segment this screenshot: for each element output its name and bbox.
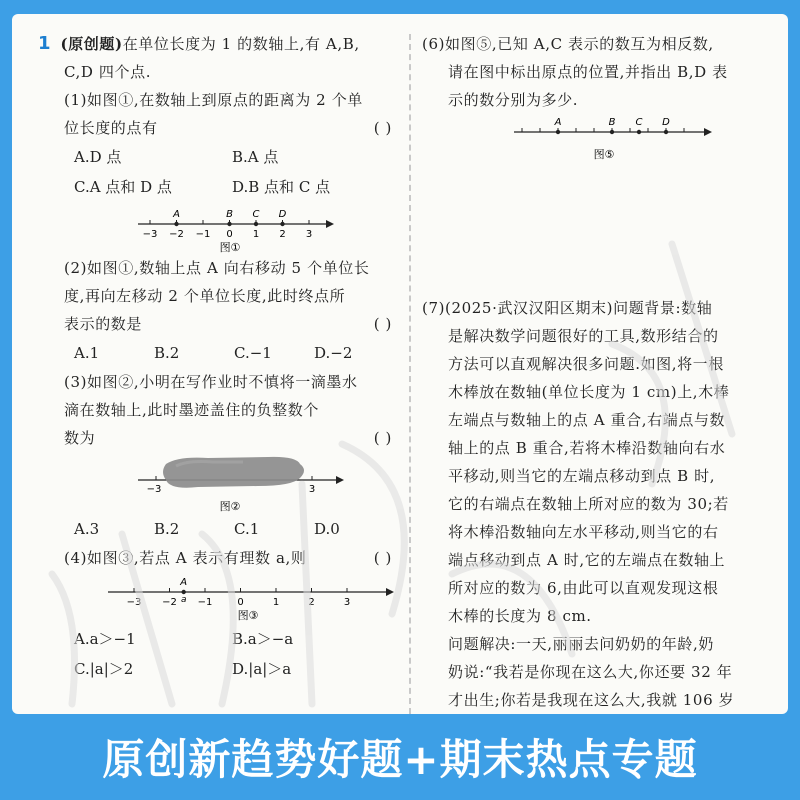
tick-label: 3 [305, 229, 313, 240]
point-b [610, 130, 614, 134]
part7-line: (7)(2025·武汉汉阳区期末)问题背景:数轴 [422, 299, 713, 317]
point-sublabel: a [180, 595, 187, 605]
part7-line: 端点移动到点 A 时,它的左端点在数轴上 [448, 551, 726, 569]
part7-line: 将木棒沿数轴向左水平移动,则当它的右 [448, 523, 719, 541]
tick-label: −2 [162, 597, 177, 608]
tick-label: 3 [308, 484, 316, 495]
tick-label: −3 [126, 597, 142, 608]
tick-label: −3 [142, 229, 158, 240]
option-c[interactable]: C.1 [234, 520, 260, 538]
point-c [254, 222, 258, 226]
option-c[interactable]: C.|a|＞2 [74, 660, 134, 678]
part4-line-1 [38, 544, 398, 572]
banner-title: 原创新趋势好题+期末热点专题 [102, 735, 698, 784]
part2-line-3-text: 表示的数是 [64, 315, 143, 333]
point-a [182, 590, 186, 594]
question-tag: (原创题) [60, 35, 123, 53]
tick-label: −2 [169, 229, 184, 240]
option-c[interactable]: C.−1 [234, 344, 272, 362]
option-a[interactable]: A.1 [74, 344, 100, 362]
axis-arrow-icon [326, 220, 334, 228]
column-divider [409, 34, 411, 714]
part7-line: 平移动,则当它的左端点移动到点 B 时, [448, 467, 716, 485]
question-1-intro [38, 30, 398, 58]
axis-arrow-icon [704, 128, 712, 136]
tick-label: −3 [146, 484, 162, 495]
tick-label: 2 [279, 229, 286, 240]
part3-line-3 [38, 424, 398, 452]
point-label: C [635, 117, 643, 128]
part3-line-3-text: 数为 [64, 429, 96, 447]
answer-bracket[interactable]: ( ) [373, 549, 392, 567]
figure-2-ink-number-line [38, 452, 398, 514]
part7-line: 所对应的数为 6,由此可以直观发现这根 [448, 579, 719, 597]
figure-1-number-line [38, 202, 398, 254]
tick-label: 1 [252, 229, 260, 240]
part2-options [38, 338, 398, 368]
option-a[interactable]: A.3 [74, 520, 100, 538]
point-a [556, 130, 560, 134]
part1-line-1: (1)如图①,在数轴上到原点的距离为 2 个单 [64, 91, 363, 109]
right-column [422, 30, 772, 714]
tick-label: −1 [195, 229, 211, 240]
figure-caption: 图② [219, 500, 241, 513]
point-label: B [226, 209, 233, 220]
part7-line: 才出生;你若是我现在这么大,我就 106 岁 [448, 691, 735, 709]
part2-line-2: 度,再向左移动 2 个单位长度,此时终点所 [64, 287, 346, 305]
point-label: D [662, 117, 670, 128]
figure-5-number-line [422, 114, 772, 164]
answer-bracket[interactable]: ( ) [373, 429, 392, 447]
part6-line-1: (6)如图⑤,已知 A,C 表示的数互为相反数, [422, 35, 714, 53]
part2-line-1: (2)如图①,数轴上点 A 向右移动 5 个单位长 [64, 259, 370, 277]
tick-label: 1 [272, 597, 280, 608]
part7-line: 它的右端点在数轴上所对应的数为 30;若 [448, 495, 729, 513]
figure-caption: 图③ [237, 609, 259, 622]
part1-line-2 [38, 114, 398, 142]
option-c[interactable]: C.A 点和 D 点 [74, 178, 172, 196]
option-d[interactable]: D.0 [314, 520, 340, 538]
part7-line: 轴上的点 B 重合,若将木棒沿数轴向右水 [448, 439, 726, 457]
part7-line: 问题解决:一天,丽丽去问奶奶的年龄,奶 [448, 635, 714, 653]
point-label: D [278, 209, 287, 220]
intro-line-2: C,D 四个点. [64, 63, 152, 81]
tick-label: 2 [308, 597, 315, 608]
tick-label: 0 [237, 597, 244, 608]
worksheet-page [12, 14, 788, 714]
figure-caption: 图⑤ [593, 148, 615, 161]
promo-banner [0, 714, 800, 800]
option-a[interactable]: A.D 点 [74, 148, 122, 166]
option-d[interactable]: D.|a|＞a [232, 660, 292, 678]
figure-caption: 图① [219, 241, 241, 254]
axis-arrow-icon [336, 476, 344, 484]
option-b[interactable]: B.2 [154, 520, 180, 538]
option-b[interactable]: B.a＞−a [232, 630, 294, 648]
part7-line: 是解决数学问题很好的工具,数形结合的 [448, 327, 719, 345]
option-a[interactable]: A.a＞−1 [74, 630, 136, 648]
intro-line-1: 在单位长度为 1 的数轴上,有 A,B, [122, 35, 360, 53]
option-b[interactable]: B.A 点 [232, 148, 279, 166]
part7-line: 木棒的长度为 8 cm. [448, 607, 592, 625]
answer-bracket[interactable]: ( ) [373, 315, 392, 333]
part1-options-row2 [38, 172, 398, 202]
part4-line-1-text: (4)如图③,若点 A 表示有理数 a,则 [64, 549, 307, 567]
figure-3-number-line [38, 572, 398, 624]
point-d [280, 222, 284, 226]
point-label: B [608, 117, 616, 128]
option-b[interactable]: B.2 [154, 344, 180, 362]
part3-options [38, 514, 398, 544]
tick-label: 0 [226, 229, 233, 240]
option-d[interactable]: D.B 点和 C 点 [232, 178, 331, 196]
part2-line-3 [38, 310, 398, 338]
part7-line: 左端点与数轴上的点 A 重合,右端点与数 [448, 411, 726, 429]
part1-options-row1 [38, 142, 398, 172]
axis-arrow-icon [386, 588, 394, 596]
left-column [38, 30, 398, 684]
point-b [227, 222, 231, 226]
part6-line-2: 请在图中标出原点的位置,并指出 B,D 表 [448, 63, 728, 81]
part3-line-1: (3)如图②,小明在写作业时不慎将一滴墨水 [64, 373, 358, 391]
option-d[interactable]: D.−2 [314, 344, 353, 362]
tick-label: 3 [343, 597, 351, 608]
answer-bracket[interactable]: ( ) [373, 119, 392, 137]
part7-line: 方法可以直观解决很多问题.如图,将一根 [448, 355, 724, 373]
part4-options-row2 [38, 654, 398, 684]
part6-line-3: 示的数分别为多少. [448, 91, 579, 109]
part7-line: 奶说:“我若是你现在这么大,你还要 32 年 [448, 663, 733, 681]
point-a [174, 222, 178, 226]
part1-line-2-text: 位长度的点有 [64, 119, 158, 137]
point-label: A [173, 209, 180, 220]
part3-line-2: 滴在数轴上,此时墨迹盖住的负整数个 [64, 401, 319, 419]
point-label: A [554, 117, 562, 128]
part7-line: 木棒放在数轴(单位长度为 1 cm)上,木棒 [448, 383, 730, 401]
point-c [637, 130, 641, 134]
tick-label: −1 [197, 597, 213, 608]
point-d [664, 130, 668, 134]
part4-options-row1 [38, 624, 398, 654]
point-label: A [180, 577, 188, 588]
point-label: C [252, 209, 260, 220]
question-number: 1 [38, 33, 52, 54]
